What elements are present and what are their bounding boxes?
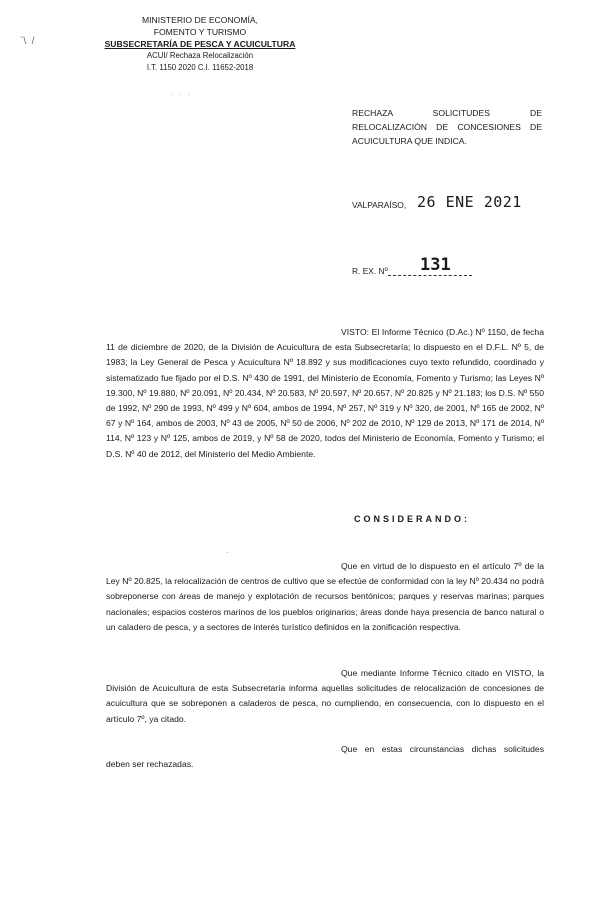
visto-paragraph xyxy=(106,325,544,462)
rex-underline xyxy=(388,275,472,276)
scan-dots: · · · xyxy=(170,90,193,99)
considerando-3 xyxy=(106,742,544,772)
margin-mark: `\ / xyxy=(20,36,35,47)
considerando-1 xyxy=(106,559,544,635)
considerando-1-lead: Que en virtud de lo dispuesto en el xyxy=(341,561,480,571)
letterhead xyxy=(95,14,305,74)
ministry-name: MINISTERIO DE ECONOMÍA, xyxy=(141,15,259,25)
visto-body: fecha 11 de diciembre de 2020, de la División de Acuicultura de esta Subsecretaría; lo dispuesto en el D.F.L. Nº 5, de 1983; la Ley General de Pesca y Acuicultura Nº 18.892 y sus modificaciones cuyo texto refundido, coordinado y sistematizado fue fijado por el D.S. Nº 430 de 1991, del Ministerio de Economía, Fomento y Turismo; las Leyes Nº 19.300, Nº 19.880, Nº 20.091, Nº 20.434, Nº 20.583, Nº 20.597, Nº 20.657, Nº 20.825 y Nº 21.183; los D.S. Nº 550 de 1992, Nº 290 de 1993, Nº 499 y Nº 604, ambos de 1994, Nº 257, Nº 319 y Nº 320, de 2001, Nº 165 de 2002, Nº 67 y Nº 164, ambos de 2003, Nº 43 de 2005, Nº 50 de 2006, Nº 202 de 2010, Nº 129 de 2013, Nº 171 de 2014, Nº 114, Nº 123 y Nº 125, ambos de 2019, y Nº 58 de 2020, todos del Ministerio de Economía, Fomento y Turismo; el D.S. Nº 40 de 2012, del Ministerio del Medio Ambiente. xyxy=(106,327,544,459)
considerando-3-lead: Que en estas circunstancias dichas xyxy=(341,744,497,754)
considerando-1-body: artículo 7º de la Ley Nº 20.825, la relocalización de centros de cultivo que se efectúe de conformidad con la ley Nº 20.434 no podrá sobreponerse con áreas de manejo y explotación de recursos bentónicos; parques y reservas marinas; parques nacionales; espacios costeros marinos de los pueblos originarios; áreas donde haya presencia de banco natural o un caladero de pesca, y a sectores de interés turístico definidos en la zonificación respectiva. xyxy=(106,561,544,632)
ministry-subtitle: FOMENTO Y TURISMO xyxy=(153,27,247,37)
considerando-2-lead: Que mediante Informe Técnico citado en VISTO, xyxy=(341,668,534,678)
subsecretary-name: SUBSECRETARÍA DE PESCA Y ACUICULTURA xyxy=(104,39,296,49)
resolution-subject: RECHAZA SOLICITUDES DE RELOCALIZACIÓN DE CONCESIONES DE ACUICULTURA QUE INDICA. xyxy=(352,108,542,146)
scan-mark: ` xyxy=(226,551,229,560)
considerando-2-body: la División de Acuicultura de esta Subsecretaría informa aquellas solicitudes de relocalización de concesiones de acuicultura que se sobreponen a caladeros de pesca, no cumpliendo, en consecuencia, con lo dispuesto en el artículo 7º, ya citado. xyxy=(106,668,545,724)
visto-lead: VISTO: El Informe Técnico (D.Ac.) Nº 1150, de xyxy=(341,327,521,337)
rex-number: 131 xyxy=(420,255,451,275)
considerando-2 xyxy=(106,666,544,727)
file-reference: I.T. 1150 2020 C.I. 11652-2018 xyxy=(146,63,254,72)
place-label: VALPARAÍSO, xyxy=(352,200,407,210)
rex-label: R. EX. Nº xyxy=(352,266,388,276)
stamped-date: 26 ENE 2021 xyxy=(417,193,522,211)
considerando-3-body: solicitudes deben ser rechazadas. xyxy=(106,744,544,770)
considerando-heading: CONSIDERANDO: xyxy=(354,514,471,524)
reference-line: ACUI/ Rechaza Relocalización xyxy=(146,51,254,60)
